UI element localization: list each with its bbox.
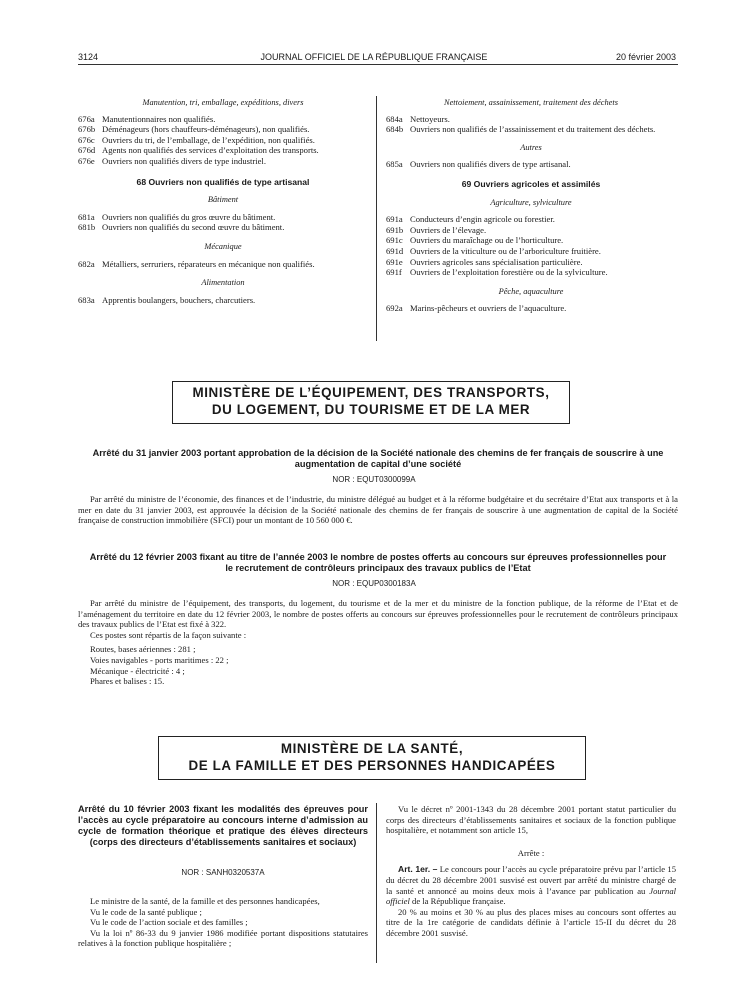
- ministry-box-sante: [158, 736, 586, 780]
- paragraph: 20 % au moins et 30 % au plus des places mises au concours sont offertes au titre de la 1re catégorie de candidats définie à l’article 15-II du décret du 28 décembre 2001 susvisé.: [386, 906, 676, 938]
- page-number: 3124: [78, 52, 99, 62]
- ministry-box-equipement: [172, 381, 570, 424]
- arrete-word: Arrête :: [517, 847, 545, 858]
- decree-nor: NOR : EQUT0300099A: [332, 475, 416, 484]
- section-heading-alimentation: Alimentation: [201, 278, 245, 288]
- list-item: 691a Conducteurs d’engin agricole ou forestier.: [386, 214, 555, 225]
- ministry-title-line1: MINISTÈRE DE LA SANTÉ,: [280, 741, 464, 756]
- decree-nor: NOR : SANH0320537A: [181, 868, 265, 877]
- list-item: 676c Ouvriers du tri, de l’emballage, de l’expédition, non qualifiés.: [78, 134, 315, 145]
- paragraph: Le ministre de la santé, de la famille et des personnes handicapées,: [90, 896, 320, 906]
- decree-body-block: [78, 598, 678, 687]
- column-divider: [376, 96, 377, 341]
- list-item: 681b Ouvriers non qualifiés du second œuvre du bâtiment.: [78, 222, 285, 233]
- list-item: 676d Agents non qualifiés des services d’exploitation des transports.: [78, 145, 319, 156]
- list-item: 692a Marins-pêcheurs et ouvriers de l’aquaculture.: [386, 303, 567, 314]
- list-item: 691b Ouvriers de l’élevage.: [386, 224, 487, 235]
- list-item: 691e Ouvriers agricoles sans spécialisation particulière.: [386, 256, 583, 267]
- posts-distribution: [78, 644, 678, 686]
- journal-title: JOURNAL OFFICIEL DE LA RÉPUBLIQUE FRANÇAISE: [260, 52, 488, 62]
- list-item: 676e Ouvriers non qualifiés divers de type industriel.: [78, 155, 266, 166]
- paragraph: Vu le code de la santé publique ;: [90, 906, 202, 917]
- decree-title: Arrêté du 10 février 2003 fixant les modalités des épreuves pour l’accès au cycle préparatoire au concours interne d’admission au cycle de formation théorique et pratique des élèves directeurs (corps des directeurs d’établissements sanitaires et sociaux): [78, 804, 368, 847]
- decree-right-column: [386, 804, 676, 939]
- issue-date: 20 février 2003: [615, 52, 676, 62]
- left-column: [78, 98, 368, 305]
- header-rule: [78, 64, 678, 65]
- paragraph: Vu le code de l’action sociale et des familles ;: [90, 917, 248, 928]
- decree-title: Arrêté du 12 février 2003 fixant au titre de l’année 2003 le nombre de postes offerts au concours sur épreuves professionnelles pour le recrutement de contrôleurs principaux des travaux publics de l’Etat: [89, 552, 667, 573]
- list-item: Voies navigables - ports maritimes : 22 ;: [90, 654, 229, 665]
- list-item: 684b Ouvriers non qualifiés de l’assainissement et du traitement des déchets.: [386, 124, 656, 135]
- list-item: 684a Nettoyeurs.: [386, 113, 450, 124]
- list-item: 691d Ouvriers de la viticulture ou de l’arboriculture fruitière.: [386, 245, 601, 256]
- section-heading-agriculture: Agriculture, sylviculture: [490, 197, 572, 207]
- article-label: Art. 1er. –: [398, 864, 438, 875]
- list-item: 676b Déménageurs (hors chauffeurs-déménageurs), non qualifiés.: [78, 124, 310, 135]
- column-divider: [376, 803, 377, 963]
- list-item: 691f Ouvriers de l’exploitation forestière ou de la sylviculture.: [386, 267, 608, 278]
- decree-body: Par arrêté du ministre de l’équipement, des transports, du logement, du tourisme et de la mer et du ministre de la fonction publique, de la réforme de l’Etat et de l’aménagement du territoire en date du 12 février 2003, le nombre de postes offerts au concours sur épreuves professionnelles pour le recrutement de contrôleurs principaux des travaux publics de l’Etat est fixé à 322.: [78, 598, 678, 630]
- paragraph: Vu le décret nº 2001-1343 du 28 décembre 2001 portant statut particulier du corps des directeurs d’établissements sanitaires et sociaux de la fonction publique hospitalière, et notamment son article 15,: [386, 804, 676, 836]
- list-item: Mécanique - électricité : 4 ;: [90, 665, 185, 676]
- decree-nor: NOR : EQUP0300183A: [332, 579, 416, 588]
- list-item: 683a Apprentis boulangers, bouchers, charcutiers.: [78, 294, 256, 305]
- section-heading-peche: Pêche, aquaculture: [498, 286, 564, 296]
- right-column: [386, 98, 676, 314]
- ministry-title-line1: MINISTÈRE DE L’ÉQUIPEMENT, DES TRANSPORTS,: [192, 385, 550, 400]
- section-heading-nettoiement: Nettoiement, assainissement, traitement des déchets: [444, 98, 618, 107]
- manutention-list: [78, 114, 368, 167]
- list-item: 681a Ouvriers non qualifiés du gros œuvre du bâtiment.: [78, 211, 276, 222]
- group-heading-68: 68 Ouvriers non qualifiés de type artisanal: [136, 176, 310, 187]
- section-heading-manutention: Manutention, tri, emballage, expéditions, divers: [142, 98, 304, 107]
- decree-preamble: [78, 896, 368, 949]
- section-heading-mecanique: Mécanique: [204, 241, 242, 251]
- list-item: 682a Métalliers, serruriers, réparateurs en mécanique non qualifiés.: [78, 258, 315, 269]
- list-item: 676a Manutentionnaires non qualifiés.: [78, 113, 216, 124]
- group-heading-69: 69 Ouvriers agricoles et assimilés: [461, 178, 601, 189]
- paragraph: Vu la loi nº 86-33 du 9 janvier 1986 modifiée portant dispositions statutaires relatives à la fonction publique hospitalière ;: [78, 927, 368, 949]
- ministry-title-line2: DE LA FAMILLE ET DES PERSONNES HANDICAPÉES: [188, 758, 556, 773]
- list-item: 691c Ouvriers du maraîchage ou de l’horticulture.: [386, 235, 564, 246]
- decree-title: Arrêté du 31 janvier 2003 portant approbation de la décision de la Société nationale des chemins de fer français de souscrire à une augmentation de capital d’une société: [92, 448, 664, 469]
- section-heading-batiment: Bâtiment: [207, 195, 239, 205]
- decree-body: Par arrêté du ministre de l’économie, des finances et de l’industrie, du ministre délégué au budget et à la réforme budgétaire et du secrétaire d’Etat aux transports et à la mer en date du 31 janvier 2003, est approuvée la décision de la Société nationale des chemins de fer français de souscrire à une augmentation de capital de la Société française de construction immobilière (SFCI) pour un montant de 10 560 000 €.: [78, 494, 678, 526]
- article-1: Art. 1er. – Le concours pour l’accès au cycle préparatoire prévu par l’article 15 du décret du 28 décembre 2001 susvisé est ouvert par arrêté du ministre chargé de la santé et annoncé au moins deux mois à l’avance par publication au Journal officiel de la République française.: [386, 864, 676, 907]
- section-heading-autres: Autres: [520, 142, 542, 152]
- decree-intro: Ces postes sont répartis de la façon suivante :: [90, 629, 247, 640]
- list-item: 685a Ouvriers non qualifiés divers de type artisanal.: [386, 159, 571, 170]
- list-item: Phares et balises : 15.: [90, 676, 165, 687]
- list-item: Routes, bases aériennes : 281 ;: [90, 644, 196, 655]
- ministry-title-line2: DU LOGEMENT, DU TOURISME ET DE LA MER: [211, 402, 531, 417]
